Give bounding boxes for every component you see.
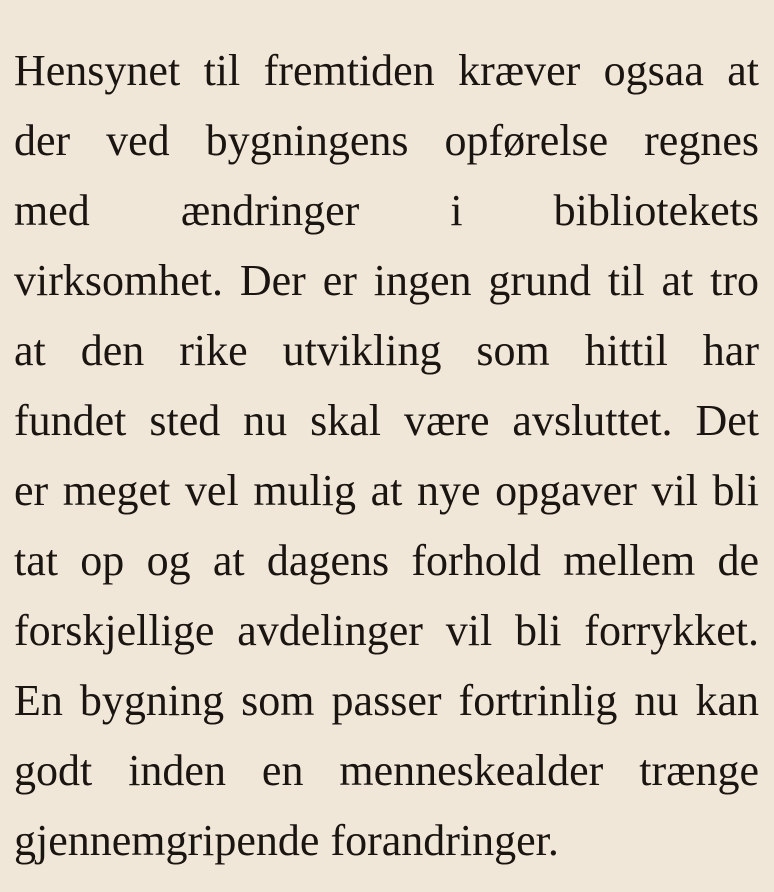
paragraph-last-line: gjennemgripende forandringer.: [14, 816, 559, 865]
paragraph-line: er meget vel mulig at nye opgaver vil bli: [14, 466, 759, 515]
paragraph-line: at den rike utvikling som hittil har: [14, 326, 759, 375]
paragraph-line: med ændringer i bibliotekets: [14, 186, 759, 235]
paragraph-line: der ved bygningens opførelse regnes: [14, 116, 759, 165]
paragraph-line: En bygning som passer fortrinlig nu kan: [14, 676, 759, 725]
paragraph-line: tat op og at dagens forhold mellem de: [14, 536, 759, 585]
body-paragraph: [14, 36, 759, 876]
paragraph-line: godt inden en menneskealder trænge: [14, 746, 759, 795]
paragraph-line: Hensynet til fremtiden kræver ogsaa at: [14, 46, 759, 95]
paragraph-line: forskjellige avdelinger vil bli forrykket.: [14, 606, 759, 655]
paragraph-line: fundet sted nu skal være avsluttet. Det: [14, 396, 759, 445]
paragraph-line: virksomhet. Der er ingen grund til at tro: [14, 256, 759, 305]
